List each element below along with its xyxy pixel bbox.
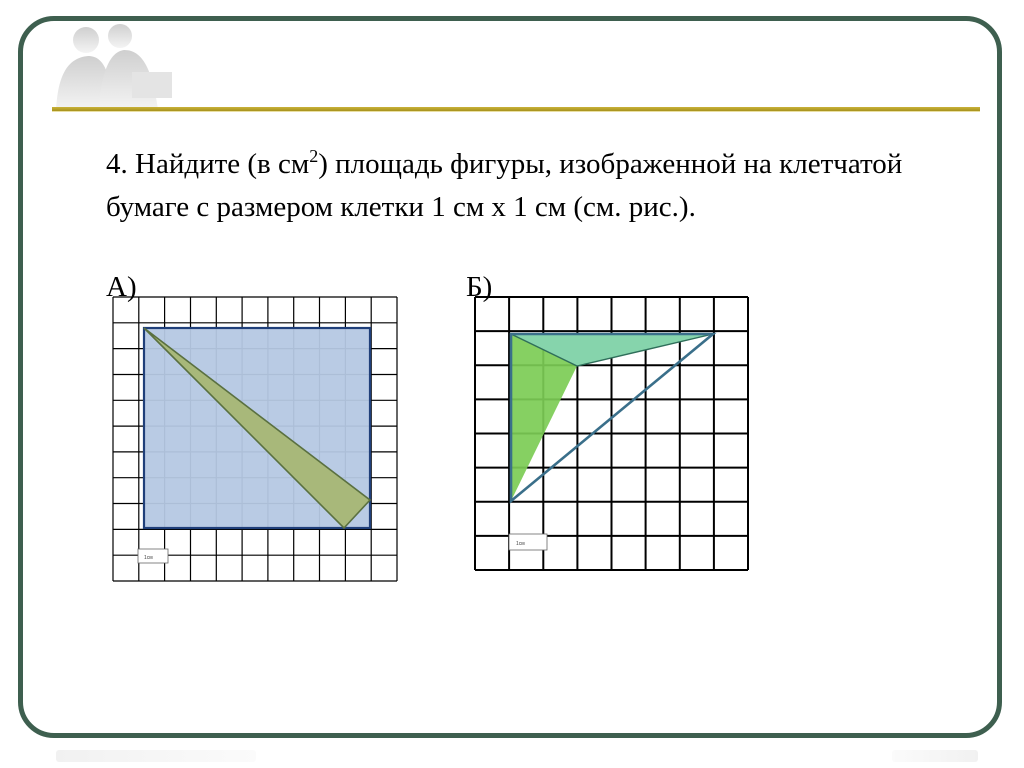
figure-a <box>113 297 399 581</box>
figure-a-label: А) <box>106 271 137 303</box>
figure-b-scale-box <box>509 534 547 550</box>
footer-ghost-left <box>56 750 256 762</box>
figure-b <box>475 297 750 573</box>
header-rule-shadow <box>52 111 980 112</box>
problem-text-end: ) площадь фигуры, изображенной на клетчатой бумаге с размером клетки 1 см х 1 см (см. рис.). <box>106 148 903 223</box>
problem-text-start: 4. Найдите (в см <box>106 148 310 180</box>
problem-statement <box>106 143 906 229</box>
figure-b-scale-note: 1см <box>516 541 525 547</box>
problem-superscript: 2 <box>309 146 319 166</box>
business-people-silhouette-icon <box>44 22 174 110</box>
figure-b-label: Б) <box>466 271 493 303</box>
footer-ghost-right <box>892 750 978 762</box>
figure-a-scale-note: 1см <box>144 555 153 561</box>
figure-a-scale-box <box>138 549 168 563</box>
